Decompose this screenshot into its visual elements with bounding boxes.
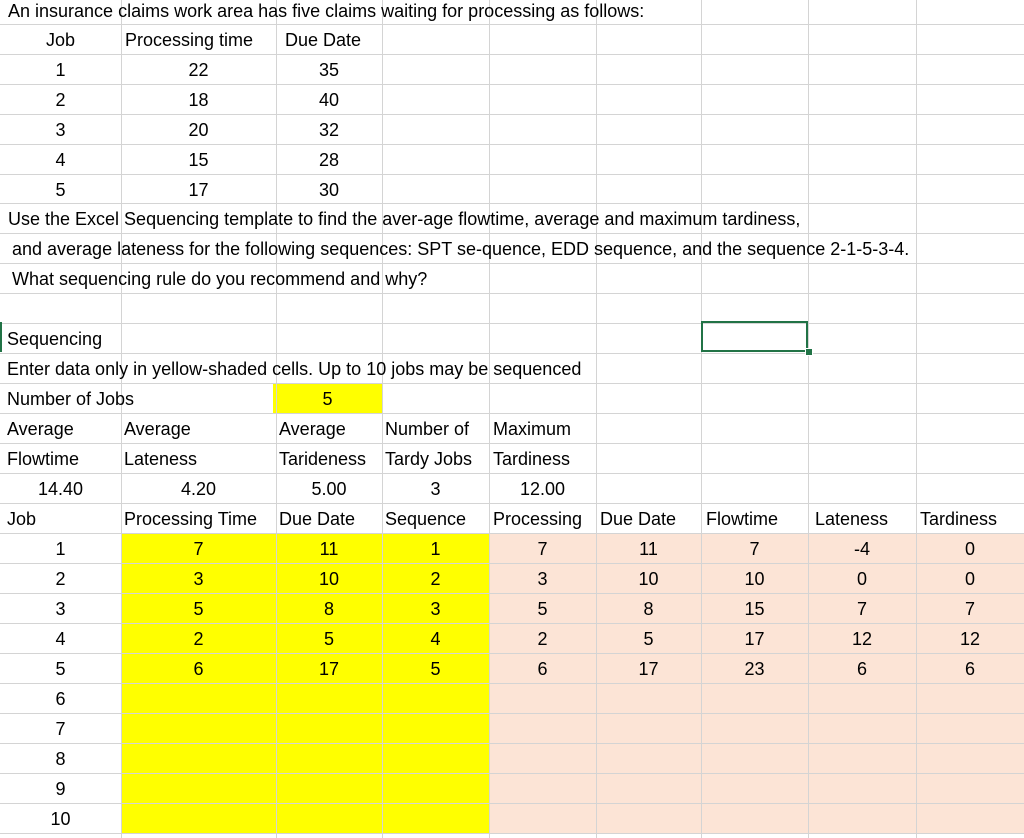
problem-due-date: 40 bbox=[318, 90, 340, 110]
lateness-result: 7 bbox=[856, 599, 867, 619]
grid-row-line bbox=[0, 323, 1024, 324]
job-number: 5 bbox=[55, 659, 66, 679]
processing-time-input[interactable]: 2 bbox=[193, 629, 204, 649]
tardiness-result: 0 bbox=[964, 539, 975, 559]
processing-result bbox=[489, 744, 596, 774]
tardiness-result: 0 bbox=[964, 569, 975, 589]
col-header-due-date: Due Date bbox=[279, 509, 356, 529]
question-line-2: and average lateness for the following sequences: SPT se-quence, EDD sequence, and the sequence 2-1-5-3-4. bbox=[12, 239, 910, 259]
col-header-due-date-2: Due Date bbox=[600, 509, 677, 529]
due-date-input[interactable] bbox=[276, 774, 382, 804]
due-date-result bbox=[596, 774, 701, 804]
problem-processing-time: 22 bbox=[188, 60, 209, 80]
max-tardiness-header-1: Maximum bbox=[493, 419, 572, 439]
due-date-input[interactable]: 8 bbox=[323, 599, 334, 619]
sequence-input[interactable]: 4 bbox=[430, 629, 441, 649]
lateness-result: -4 bbox=[853, 539, 870, 559]
avg-flowtime-header-1: Average bbox=[7, 419, 74, 439]
flowtime-result bbox=[701, 744, 808, 774]
problem-due-date: 35 bbox=[318, 60, 340, 80]
col-header-job: Job bbox=[7, 509, 37, 529]
tardiness-result bbox=[916, 804, 1024, 834]
avg-tardiness-value: 5.00 bbox=[311, 479, 347, 499]
processing-result: 3 bbox=[537, 569, 548, 589]
job-number: 4 bbox=[55, 629, 66, 649]
job-number: 1 bbox=[55, 539, 66, 559]
col-header-flowtime: Flowtime bbox=[706, 509, 779, 529]
avg-tardiness-header-1: Average bbox=[279, 419, 346, 439]
tardiness-result bbox=[916, 714, 1024, 744]
processing-result: 6 bbox=[537, 659, 548, 679]
problem-processing-time: 17 bbox=[188, 180, 209, 200]
due-date-result bbox=[596, 804, 701, 834]
question-line-3: What sequencing rule do you recommend and why? bbox=[12, 269, 428, 289]
due-date-input[interactable]: 11 bbox=[319, 539, 339, 559]
problem-processing-time: 18 bbox=[188, 90, 209, 110]
problem-due-date: 32 bbox=[318, 120, 340, 140]
template-title: Sequencing bbox=[7, 329, 103, 349]
processing-time-input[interactable] bbox=[121, 774, 276, 804]
sequence-input[interactable]: 3 bbox=[430, 599, 441, 619]
due-date-result: 17 bbox=[638, 659, 659, 679]
cell-left-border bbox=[0, 322, 2, 352]
max-tardiness-header-2: Tardiness bbox=[493, 449, 571, 469]
due-date-result: 8 bbox=[643, 599, 654, 619]
flowtime-result bbox=[701, 804, 808, 834]
due-date-result: 10 bbox=[638, 569, 659, 589]
processing-time-input[interactable]: 3 bbox=[193, 569, 204, 589]
problem-header-processing: Processing time bbox=[125, 30, 254, 50]
num-tardy-header-1: Number of bbox=[385, 419, 470, 439]
avg-tardiness-header-2: Tarideness bbox=[279, 449, 367, 469]
problem-job: 2 bbox=[55, 90, 66, 110]
sequence-input[interactable] bbox=[382, 744, 489, 774]
flowtime-result: 17 bbox=[744, 629, 765, 649]
processing-result bbox=[489, 714, 596, 744]
flowtime-result: 7 bbox=[749, 539, 760, 559]
job-number: 9 bbox=[55, 779, 66, 799]
due-date-input[interactable] bbox=[276, 714, 382, 744]
problem-intro: An insurance claims work area has five claims waiting for processing as follows: bbox=[8, 1, 645, 21]
problem-processing-time: 20 bbox=[188, 120, 209, 140]
flowtime-result bbox=[701, 684, 808, 714]
sequence-input[interactable] bbox=[382, 714, 489, 744]
flowtime-result: 23 bbox=[744, 659, 765, 679]
processing-result: 2 bbox=[537, 629, 548, 649]
tardiness-result bbox=[916, 774, 1024, 804]
problem-header-duedate: Due Date bbox=[285, 30, 362, 50]
template-instructions: Enter data only in yellow-shaded cells. Up to 10 jobs may be sequenced bbox=[7, 359, 582, 379]
col-header-processing: Processing bbox=[493, 509, 583, 529]
flowtime-result bbox=[701, 774, 808, 804]
lateness-result bbox=[808, 684, 916, 714]
avg-lateness-value: 4.20 bbox=[180, 479, 217, 499]
sequence-input[interactable]: 1 bbox=[430, 539, 441, 559]
job-number: 7 bbox=[55, 719, 66, 739]
due-date-input[interactable]: 17 bbox=[318, 659, 340, 679]
problem-job: 1 bbox=[55, 60, 66, 80]
flowtime-result: 10 bbox=[744, 569, 765, 589]
processing-time-input[interactable] bbox=[121, 684, 276, 714]
fill-handle[interactable] bbox=[805, 348, 813, 356]
avg-flowtime-header-2: Flowtime bbox=[7, 449, 80, 469]
col-header-processing-time: Processing Time bbox=[124, 509, 258, 529]
lateness-result: 12 bbox=[851, 629, 873, 649]
question-line-1: Use the Excel Sequencing template to find the aver-age flowtime, average and maximum tardiness, bbox=[8, 209, 801, 229]
problem-job: 3 bbox=[55, 120, 66, 140]
max-tardiness-value: 12.00 bbox=[519, 479, 566, 499]
due-date-input[interactable] bbox=[276, 744, 382, 774]
due-date-input[interactable]: 10 bbox=[318, 569, 340, 589]
processing-result: 5 bbox=[537, 599, 548, 619]
flowtime-result: 15 bbox=[744, 599, 765, 619]
sequence-input[interactable] bbox=[382, 804, 489, 834]
sequence-input[interactable] bbox=[382, 774, 489, 804]
job-number: 3 bbox=[55, 599, 66, 619]
problem-due-date: 28 bbox=[318, 150, 340, 170]
lateness-result: 0 bbox=[856, 569, 867, 589]
job-number: 6 bbox=[55, 689, 66, 709]
problem-processing-time: 15 bbox=[188, 150, 209, 170]
job-number: 8 bbox=[55, 749, 66, 769]
tardiness-result: 12 bbox=[959, 629, 981, 649]
due-date-input[interactable] bbox=[276, 804, 382, 834]
lateness-result: 6 bbox=[856, 659, 867, 679]
problem-job: 4 bbox=[55, 150, 66, 170]
lateness-result bbox=[808, 804, 916, 834]
due-date-result bbox=[596, 744, 701, 774]
flowtime-result bbox=[701, 714, 808, 744]
due-date-input[interactable] bbox=[276, 684, 382, 714]
avg-lateness-header-1: Average bbox=[124, 419, 191, 439]
job-number: 2 bbox=[55, 569, 66, 589]
due-date-result bbox=[596, 684, 701, 714]
processing-result bbox=[489, 684, 596, 714]
avg-lateness-header-2: Lateness bbox=[124, 449, 198, 469]
problem-job: 5 bbox=[55, 180, 66, 200]
processing-time-input[interactable]: 6 bbox=[193, 659, 204, 679]
processing-result bbox=[489, 804, 596, 834]
processing-time-input[interactable]: 5 bbox=[193, 599, 204, 619]
processing-time-input[interactable] bbox=[121, 714, 276, 744]
selected-cell[interactable] bbox=[701, 321, 808, 352]
lateness-result bbox=[808, 774, 916, 804]
avg-flowtime-value: 14.40 bbox=[37, 479, 84, 499]
sequence-input[interactable]: 5 bbox=[430, 659, 441, 679]
col-header-sequence: Sequence bbox=[385, 509, 467, 529]
processing-time-input[interactable] bbox=[121, 744, 276, 774]
processing-time-input[interactable]: 7 bbox=[193, 539, 204, 559]
num-tardy-value: 3 bbox=[430, 479, 441, 499]
due-date-result: 11 bbox=[639, 539, 658, 559]
due-date-result bbox=[596, 714, 701, 744]
sequence-input[interactable] bbox=[382, 684, 489, 714]
col-header-tardiness: Tardiness bbox=[920, 509, 998, 529]
tardiness-result: 7 bbox=[964, 599, 975, 619]
processing-time-input[interactable] bbox=[121, 804, 276, 834]
due-date-result: 5 bbox=[643, 629, 654, 649]
num-jobs-label: Number of Jobs bbox=[7, 389, 135, 409]
problem-header-job: Job bbox=[46, 30, 76, 50]
num-tardy-header-2: Tardy Jobs bbox=[385, 449, 473, 469]
due-date-input[interactable]: 5 bbox=[323, 629, 334, 649]
problem-due-date: 30 bbox=[318, 180, 340, 200]
tardiness-result bbox=[916, 744, 1024, 774]
col-header-lateness: Lateness bbox=[815, 509, 889, 529]
processing-result bbox=[489, 774, 596, 804]
lateness-result bbox=[808, 714, 916, 744]
job-number: 10 bbox=[50, 809, 71, 829]
num-jobs-value[interactable]: 5 bbox=[322, 389, 333, 409]
tardiness-result bbox=[916, 684, 1024, 714]
sequence-input[interactable]: 2 bbox=[430, 569, 441, 589]
lateness-result bbox=[808, 744, 916, 774]
tardiness-result: 6 bbox=[964, 659, 975, 679]
processing-result: 7 bbox=[537, 539, 548, 559]
